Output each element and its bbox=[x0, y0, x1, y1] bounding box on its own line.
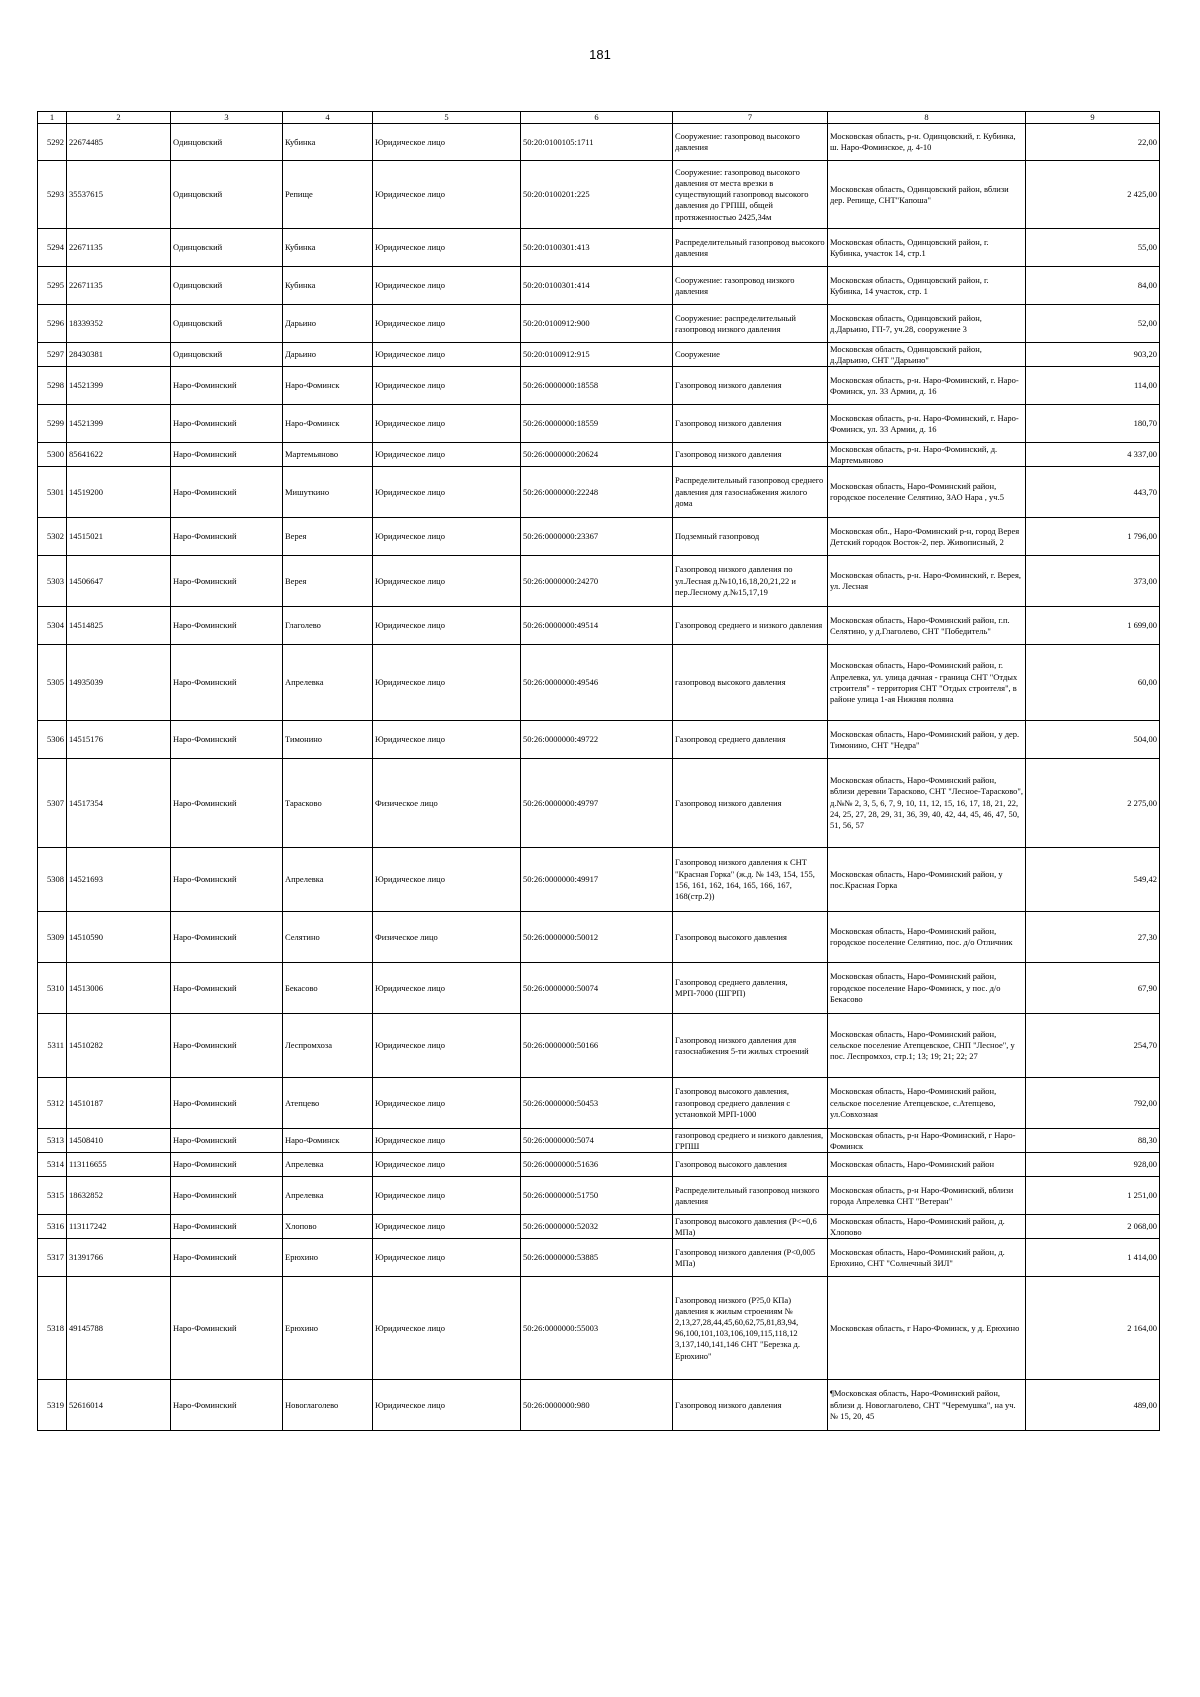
cell-code: 22674485 bbox=[67, 124, 171, 161]
cell-district: Наро-Фоминский bbox=[171, 1380, 283, 1431]
cell-owner: Юридическое лицо bbox=[373, 124, 521, 161]
cell-district: Одинцовский bbox=[171, 229, 283, 267]
cell-district: Наро-Фоминский bbox=[171, 1153, 283, 1177]
cell-object: Сооружение: газопровод высокого давления от места врезки в существующий газопровод высокого давления до ГРПШ, общей протяженностью 2425,34м bbox=[673, 161, 828, 229]
cell-address: Московская область, Наро-Фоминский район, сельское поселение Атепцевское, с.Атепцево, ул.Совхозная bbox=[828, 1078, 1026, 1129]
cell-value: 55,00 bbox=[1026, 229, 1160, 267]
cell-code: 35537615 bbox=[67, 161, 171, 229]
cell-locality: Леспромхоза bbox=[283, 1014, 373, 1078]
table-row bbox=[38, 1014, 1160, 1078]
cell-value: 52,00 bbox=[1026, 305, 1160, 343]
cell-address: Московская область, Наро-Фоминский район, городское поселение Наро-Фоминск, у пос. д/о Бекасово bbox=[828, 963, 1026, 1014]
cell-value: 22,00 bbox=[1026, 124, 1160, 161]
table-row bbox=[38, 963, 1160, 1014]
cell-code: 14521399 bbox=[67, 367, 171, 405]
cell-n: 5310 bbox=[38, 963, 67, 1014]
cell-owner: Юридическое лицо bbox=[373, 267, 521, 305]
column-header: 8 bbox=[828, 112, 1026, 124]
cell-object: Газопровод высокого давления bbox=[673, 912, 828, 963]
cell-cadastral: 50:26:0000000:50453 bbox=[521, 1078, 673, 1129]
cell-address: Московская область, Одинцовский район, д.Дарьино, СНТ "Дарьино" bbox=[828, 343, 1026, 367]
table-body bbox=[38, 124, 1160, 1431]
cell-locality: Верея bbox=[283, 556, 373, 607]
cell-code: 28430381 bbox=[67, 343, 171, 367]
cell-locality: Апрелевка bbox=[283, 1177, 373, 1215]
cell-object: Газопровод высокого давления, газопровод среднего давления с установкой МРП-1000 bbox=[673, 1078, 828, 1129]
cell-value: 180,70 bbox=[1026, 405, 1160, 443]
cell-object: Сооружение: газопровод низкого давления bbox=[673, 267, 828, 305]
cell-address: Московская область, р-н Наро-Фоминский, г Наро-Фоминск bbox=[828, 1129, 1026, 1153]
cell-address: Московская область, р-н. Наро-Фоминский, д. Мартемьяново bbox=[828, 443, 1026, 467]
cell-district: Наро-Фоминский bbox=[171, 467, 283, 518]
cell-value: 2 425,00 bbox=[1026, 161, 1160, 229]
cell-owner: Юридическое лицо bbox=[373, 443, 521, 467]
cell-object: Газопровод среднего давления, МРП-7000 (ШГРП) bbox=[673, 963, 828, 1014]
cell-n: 5317 bbox=[38, 1239, 67, 1277]
table-row bbox=[38, 1177, 1160, 1215]
table-row bbox=[38, 1380, 1160, 1431]
cell-n: 5302 bbox=[38, 518, 67, 556]
cell-address: Московская область, р-н. Наро-Фоминский, г. Наро-Фоминск, ул. 33 Армии, д. 16 bbox=[828, 405, 1026, 443]
cell-district: Наро-Фоминский bbox=[171, 1177, 283, 1215]
cell-object: Газопровод низкого (Р?5,0 КПа) давления к жилым строениям № 2,13,27,28,44,45,60,62,75,81,83,94, 96,100,101,103,106,109,115,118,12 3,137,140,141,146 СНТ "Березка д. Ерюхино" bbox=[673, 1277, 828, 1380]
cell-n: 5315 bbox=[38, 1177, 67, 1215]
cell-district: Одинцовский bbox=[171, 161, 283, 229]
cell-district: Наро-Фоминский bbox=[171, 443, 283, 467]
cell-owner: Юридическое лицо bbox=[373, 1014, 521, 1078]
table-row bbox=[38, 124, 1160, 161]
table-row bbox=[38, 912, 1160, 963]
column-header: 3 bbox=[171, 112, 283, 124]
cell-cadastral: 50:26:0000000:49546 bbox=[521, 645, 673, 721]
column-number-row bbox=[38, 112, 1160, 124]
cell-address: Московская область, Наро-Фоминский район, г.п. Селятино, у д.Глаголево, СНТ "Победитель" bbox=[828, 607, 1026, 645]
cell-cadastral: 50:26:0000000:5074 bbox=[521, 1129, 673, 1153]
cell-owner: Юридическое лицо bbox=[373, 556, 521, 607]
cell-address: Московская область, Одинцовский район, д.Дарьино, ГП-7, уч.28, сооружение 3 bbox=[828, 305, 1026, 343]
cell-value: 928,00 bbox=[1026, 1153, 1160, 1177]
cell-locality: Кубинка bbox=[283, 124, 373, 161]
cell-value: 67,90 bbox=[1026, 963, 1160, 1014]
cell-n: 5304 bbox=[38, 607, 67, 645]
cell-code: 113117242 bbox=[67, 1215, 171, 1239]
cell-n: 5293 bbox=[38, 161, 67, 229]
cell-value: 549,42 bbox=[1026, 848, 1160, 912]
cell-owner: Юридическое лицо bbox=[373, 518, 521, 556]
cell-locality: Ерюхино bbox=[283, 1277, 373, 1380]
table-row bbox=[38, 1078, 1160, 1129]
table-row bbox=[38, 1129, 1160, 1153]
cell-district: Одинцовский bbox=[171, 267, 283, 305]
cell-district: Наро-Фоминский bbox=[171, 518, 283, 556]
cell-district: Наро-Фоминский bbox=[171, 912, 283, 963]
cell-locality: Дарьино bbox=[283, 343, 373, 367]
cell-district: Наро-Фоминский bbox=[171, 1277, 283, 1380]
cell-object: Газопровод низкого давления к СНТ "Красная Горка" (ж.д. № 143, 154, 155, 156, 161, 162, 164, 165, 166, 167, 168(стр.2)) bbox=[673, 848, 828, 912]
cell-owner: Юридическое лицо bbox=[373, 229, 521, 267]
cell-owner: Юридическое лицо bbox=[373, 721, 521, 759]
cell-district: Наро-Фоминский bbox=[171, 405, 283, 443]
cell-code: 14506647 bbox=[67, 556, 171, 607]
cell-locality: Новоглаголево bbox=[283, 1380, 373, 1431]
cell-owner: Юридическое лицо bbox=[373, 161, 521, 229]
cell-n: 5312 bbox=[38, 1078, 67, 1129]
cell-district: Одинцовский bbox=[171, 343, 283, 367]
cell-locality: Атепцево bbox=[283, 1078, 373, 1129]
cell-code: 14513006 bbox=[67, 963, 171, 1014]
cell-n: 5295 bbox=[38, 267, 67, 305]
cell-address: Московская область, Наро-Фоминский район bbox=[828, 1153, 1026, 1177]
cell-address: Московская область, Наро-Фоминский район, д. Ерюхино, СНТ "Солнечный ЗИЛ" bbox=[828, 1239, 1026, 1277]
cell-district: Наро-Фоминский bbox=[171, 556, 283, 607]
table-row bbox=[38, 518, 1160, 556]
cell-object: Газопровод высокого давления bbox=[673, 1153, 828, 1177]
cell-n: 5301 bbox=[38, 467, 67, 518]
cell-value: 60,00 bbox=[1026, 645, 1160, 721]
cell-code: 49145788 bbox=[67, 1277, 171, 1380]
cell-object: Распределительный газопровод высокого давления bbox=[673, 229, 828, 267]
cell-n: 5313 bbox=[38, 1129, 67, 1153]
table-row bbox=[38, 759, 1160, 848]
cell-n: 5300 bbox=[38, 443, 67, 467]
cell-locality: Наро-Фоминск bbox=[283, 1129, 373, 1153]
cell-value: 443,70 bbox=[1026, 467, 1160, 518]
cell-cadastral: 50:26:0000000:50166 bbox=[521, 1014, 673, 1078]
cell-object: Газопровод высокого давления (Р<=0,6 МПа) bbox=[673, 1215, 828, 1239]
cell-code: 52616014 bbox=[67, 1380, 171, 1431]
cell-district: Наро-Фоминский bbox=[171, 1215, 283, 1239]
cell-n: 5316 bbox=[38, 1215, 67, 1239]
cell-locality: Наро-Фоминск bbox=[283, 367, 373, 405]
cell-owner: Юридическое лицо bbox=[373, 607, 521, 645]
cell-owner: Юридическое лицо bbox=[373, 963, 521, 1014]
cell-n: 5306 bbox=[38, 721, 67, 759]
cell-code: 14510282 bbox=[67, 1014, 171, 1078]
cell-cadastral: 50:26:0000000:51636 bbox=[521, 1153, 673, 1177]
cell-n: 5311 bbox=[38, 1014, 67, 1078]
cell-n: 5298 bbox=[38, 367, 67, 405]
cell-n: 5319 bbox=[38, 1380, 67, 1431]
cell-n: 5308 bbox=[38, 848, 67, 912]
cell-locality: Мишуткино bbox=[283, 467, 373, 518]
cell-value: 4 337,00 bbox=[1026, 443, 1160, 467]
cell-code: 14521399 bbox=[67, 405, 171, 443]
cell-n: 5318 bbox=[38, 1277, 67, 1380]
cell-locality: Кубинка bbox=[283, 267, 373, 305]
cell-district: Наро-Фоминский bbox=[171, 1129, 283, 1153]
cell-address: Московская область, Наро-Фоминский район, вблизи деревни Тарасково, СНТ "Лесное-Тарасково", д.№№ 2, 3, 5, 6, 7, 9, 10, 11, 12, 15, 16, 17, 18, 21, 22, 24, 25, 27, 28, 29, 31, 36, 39, 40, 42, 44, 45, 46, 47, 50, 51, 56, 57 bbox=[828, 759, 1026, 848]
cell-locality: Хлопово bbox=[283, 1215, 373, 1239]
cell-object: Сооружение bbox=[673, 343, 828, 367]
cell-locality: Бекасово bbox=[283, 963, 373, 1014]
cell-code: 14514825 bbox=[67, 607, 171, 645]
cell-address: Московская область, Наро-Фоминский район, у дер. Тимонино, СНТ "Недра" bbox=[828, 721, 1026, 759]
cell-locality: Глаголево bbox=[283, 607, 373, 645]
cell-n: 5299 bbox=[38, 405, 67, 443]
column-header: 1 bbox=[38, 112, 67, 124]
cell-cadastral: 50:20:0100912:915 bbox=[521, 343, 673, 367]
cell-code: 14515021 bbox=[67, 518, 171, 556]
cell-owner: Юридическое лицо bbox=[373, 405, 521, 443]
cell-district: Наро-Фоминский bbox=[171, 759, 283, 848]
cell-owner: Юридическое лицо bbox=[373, 645, 521, 721]
cell-locality: Тимонино bbox=[283, 721, 373, 759]
cell-address: Московская область, Одинцовский район, вблизи дер. Репище, СНТ"Капоша" bbox=[828, 161, 1026, 229]
cell-cadastral: 50:26:0000000:49722 bbox=[521, 721, 673, 759]
cell-locality: Апрелевка bbox=[283, 848, 373, 912]
table-row bbox=[38, 367, 1160, 405]
cell-owner: Юридическое лицо bbox=[373, 1177, 521, 1215]
cell-district: Наро-Фоминский bbox=[171, 1014, 283, 1078]
cell-cadastral: 50:26:0000000:50074 bbox=[521, 963, 673, 1014]
cell-object: Газопровод низкого давления (Р<0,005 МПа) bbox=[673, 1239, 828, 1277]
cell-value: 2 275,00 bbox=[1026, 759, 1160, 848]
cell-value: 504,00 bbox=[1026, 721, 1160, 759]
column-header: 5 bbox=[373, 112, 521, 124]
cell-code: 18339352 bbox=[67, 305, 171, 343]
cell-n: 5303 bbox=[38, 556, 67, 607]
cell-owner: Юридическое лицо bbox=[373, 1153, 521, 1177]
cell-address: Московская область, Наро-Фоминский район, городское поселение Селятино, пос. д/о Отличник bbox=[828, 912, 1026, 963]
cell-owner: Юридическое лицо bbox=[373, 1215, 521, 1239]
cell-address: Московская область, р-н. Наро-Фоминский, г. Верея, ул. Лесная bbox=[828, 556, 1026, 607]
cell-code: 22671135 bbox=[67, 267, 171, 305]
cell-n: 5305 bbox=[38, 645, 67, 721]
cell-address: Московская область, г Наро-Фоминск, у д. Ерюхино bbox=[828, 1277, 1026, 1380]
cell-value: 903,20 bbox=[1026, 343, 1160, 367]
cell-value: 2 164,00 bbox=[1026, 1277, 1160, 1380]
cell-cadastral: 50:20:0100301:414 bbox=[521, 267, 673, 305]
cell-district: Наро-Фоминский bbox=[171, 1239, 283, 1277]
cell-object: газопровод среднего и низкого давления, ГРПШ bbox=[673, 1129, 828, 1153]
cell-cadastral: 50:20:0100201:225 bbox=[521, 161, 673, 229]
cell-value: 27,30 bbox=[1026, 912, 1160, 963]
cell-cadastral: 50:26:0000000:49797 bbox=[521, 759, 673, 848]
table-row bbox=[38, 1277, 1160, 1380]
table-row bbox=[38, 267, 1160, 305]
table-row bbox=[38, 1239, 1160, 1277]
cell-cadastral: 50:20:0100912:900 bbox=[521, 305, 673, 343]
cell-cadastral: 50:26:0000000:49917 bbox=[521, 848, 673, 912]
cell-owner: Физическое лицо bbox=[373, 912, 521, 963]
cell-address: Московская область, Наро-Фоминский район, у пос.Красная Горка bbox=[828, 848, 1026, 912]
table-row bbox=[38, 721, 1160, 759]
cell-code: 85641622 bbox=[67, 443, 171, 467]
cell-value: 254,70 bbox=[1026, 1014, 1160, 1078]
cell-address: Московская область, Наро-Фоминский район, г. Апрелевка, ул. улица дачная - граница СНТ "Отдых строителя" - территория СНТ "Отдых строителя", в районе улица 1-ая Нижняя поляна bbox=[828, 645, 1026, 721]
cell-locality: Наро-Фоминск bbox=[283, 405, 373, 443]
cell-cadastral: 50:26:0000000:49514 bbox=[521, 607, 673, 645]
cell-cadastral: 50:26:0000000:18559 bbox=[521, 405, 673, 443]
cell-object: Газопровод низкого давления bbox=[673, 759, 828, 848]
cell-code: 18632852 bbox=[67, 1177, 171, 1215]
cell-district: Наро-Фоминский bbox=[171, 645, 283, 721]
cell-n: 5307 bbox=[38, 759, 67, 848]
cell-code: 14515176 bbox=[67, 721, 171, 759]
cell-owner: Юридическое лицо bbox=[373, 1239, 521, 1277]
cell-n: 5292 bbox=[38, 124, 67, 161]
cell-value: 1 251,00 bbox=[1026, 1177, 1160, 1215]
cell-value: 84,00 bbox=[1026, 267, 1160, 305]
cell-locality: Ерюхино bbox=[283, 1239, 373, 1277]
cell-value: 1 699,00 bbox=[1026, 607, 1160, 645]
cell-object: Газопровод низкого давления bbox=[673, 405, 828, 443]
cell-address: Московская область, р-н. Одинцовский, г. Кубинка, ш. Наро-Фоминское, д. 4-10 bbox=[828, 124, 1026, 161]
cell-value: 792,00 bbox=[1026, 1078, 1160, 1129]
column-header: 7 bbox=[673, 112, 828, 124]
column-header: 9 bbox=[1026, 112, 1160, 124]
cell-district: Наро-Фоминский bbox=[171, 721, 283, 759]
cell-cadastral: 50:26:0000000:51750 bbox=[521, 1177, 673, 1215]
cell-locality: Дарьино bbox=[283, 305, 373, 343]
table-row bbox=[38, 229, 1160, 267]
column-header: 4 bbox=[283, 112, 373, 124]
cell-owner: Юридическое лицо bbox=[373, 367, 521, 405]
cell-cadastral: 50:26:0000000:52032 bbox=[521, 1215, 673, 1239]
cell-district: Наро-Фоминский bbox=[171, 848, 283, 912]
cell-value: 1 796,00 bbox=[1026, 518, 1160, 556]
cell-address: Московская область, Одинцовский район, г. Кубинка, 14 участок, стр. 1 bbox=[828, 267, 1026, 305]
cell-locality: Апрелевка bbox=[283, 645, 373, 721]
cell-object: Газопровод низкого давления bbox=[673, 367, 828, 405]
cell-value: 2 068,00 bbox=[1026, 1215, 1160, 1239]
cell-code: 22671135 bbox=[67, 229, 171, 267]
table-row bbox=[38, 848, 1160, 912]
cell-value: 1 414,00 bbox=[1026, 1239, 1160, 1277]
cell-cadastral: 50:20:0100105:1711 bbox=[521, 124, 673, 161]
cell-code: 14510590 bbox=[67, 912, 171, 963]
table-row bbox=[38, 1153, 1160, 1177]
cell-object: Газопровод низкого давления по ул.Лесная д.№10,16,18,20,21,22 и пер.Лесному д.№15,17,19 bbox=[673, 556, 828, 607]
cell-owner: Юридическое лицо bbox=[373, 848, 521, 912]
cell-cadastral: 50:20:0100301:413 bbox=[521, 229, 673, 267]
table-row bbox=[38, 405, 1160, 443]
cell-district: Наро-Фоминский bbox=[171, 963, 283, 1014]
cell-district: Одинцовский bbox=[171, 305, 283, 343]
cell-object: Распределительный газопровод среднего давления для газоснабжения жилого дома bbox=[673, 467, 828, 518]
cell-object: Газопровод низкого давления bbox=[673, 1380, 828, 1431]
column-header: 2 bbox=[67, 112, 171, 124]
table-row bbox=[38, 467, 1160, 518]
cell-n: 5314 bbox=[38, 1153, 67, 1177]
page-number: 181 bbox=[589, 47, 611, 62]
cell-code: 14508410 bbox=[67, 1129, 171, 1153]
cell-code: 113116655 bbox=[67, 1153, 171, 1177]
cell-address: Московская область, Одинцовский район, г. Кубинка, участок 14, стр.1 bbox=[828, 229, 1026, 267]
cell-value: 489,00 bbox=[1026, 1380, 1160, 1431]
cell-object: Газопровод среднего и низкого давления bbox=[673, 607, 828, 645]
cell-n: 5297 bbox=[38, 343, 67, 367]
cell-address: Московская область, Наро-Фоминский район, сельское поселение Атепцевское, СНП "Лесное", у пос. Леспромхоз, стр.1; 13; 19; 21; 22; 27 bbox=[828, 1014, 1026, 1078]
cell-address: Московская область, Наро-Фоминский район, д. Хлопово bbox=[828, 1215, 1026, 1239]
cell-locality: Селятино bbox=[283, 912, 373, 963]
cell-cadastral: 50:26:0000000:55003 bbox=[521, 1277, 673, 1380]
cell-code: 14519200 bbox=[67, 467, 171, 518]
column-header: 6 bbox=[521, 112, 673, 124]
cell-owner: Юридическое лицо bbox=[373, 343, 521, 367]
cell-owner: Юридическое лицо bbox=[373, 1129, 521, 1153]
table-row bbox=[38, 161, 1160, 229]
table-row bbox=[38, 343, 1160, 367]
register-table bbox=[37, 111, 1160, 1431]
cell-cadastral: 50:26:0000000:24270 bbox=[521, 556, 673, 607]
cell-object: Сооружение: газопровод высокого давления bbox=[673, 124, 828, 161]
cell-code: 14510187 bbox=[67, 1078, 171, 1129]
table-row bbox=[38, 556, 1160, 607]
cell-cadastral: 50:26:0000000:980 bbox=[521, 1380, 673, 1431]
cell-address: Московская область, р-н Наро-Фоминский, вблизи города Апрелевка СНТ "Ветеран" bbox=[828, 1177, 1026, 1215]
cell-object: Газопровод низкого давления bbox=[673, 443, 828, 467]
cell-locality: Верея bbox=[283, 518, 373, 556]
cell-n: 5296 bbox=[38, 305, 67, 343]
cell-cadastral: 50:26:0000000:23367 bbox=[521, 518, 673, 556]
cell-cadastral: 50:26:0000000:22248 bbox=[521, 467, 673, 518]
cell-locality: Тарасково bbox=[283, 759, 373, 848]
cell-locality: Репище bbox=[283, 161, 373, 229]
cell-value: 114,00 bbox=[1026, 367, 1160, 405]
cell-n: 5294 bbox=[38, 229, 67, 267]
cell-object: газопровод высокого давления bbox=[673, 645, 828, 721]
cell-owner: Юридическое лицо bbox=[373, 305, 521, 343]
cell-address: Московская область, р-н. Наро-Фоминский, г. Наро-Фоминск, ул. 33 Армии, д. 16 bbox=[828, 367, 1026, 405]
cell-code: 31391766 bbox=[67, 1239, 171, 1277]
table-row bbox=[38, 1215, 1160, 1239]
table-row bbox=[38, 645, 1160, 721]
cell-object: Подземный газопровод bbox=[673, 518, 828, 556]
cell-locality: Мартемьяново bbox=[283, 443, 373, 467]
table-row bbox=[38, 305, 1160, 343]
cell-address: Московская обл., Наро-Фоминский р-н, город Верея Детский городок Восток-2, пер. Живописный, 2 bbox=[828, 518, 1026, 556]
cell-object: Газопровод низкого давления для газоснабжения 5-ти жилых строений bbox=[673, 1014, 828, 1078]
cell-cadastral: 50:26:0000000:53885 bbox=[521, 1239, 673, 1277]
cell-owner: Юридическое лицо bbox=[373, 1380, 521, 1431]
cell-address: ¶Московская область, Наро-Фоминский район, вблизи д. Новоглаголево, СНТ "Черемушка", на уч. № 15, 20, 45 bbox=[828, 1380, 1026, 1431]
cell-code: 14935039 bbox=[67, 645, 171, 721]
cell-locality: Кубинка bbox=[283, 229, 373, 267]
cell-cadastral: 50:26:0000000:50012 bbox=[521, 912, 673, 963]
cell-owner: Юридическое лицо bbox=[373, 467, 521, 518]
cell-district: Одинцовский bbox=[171, 124, 283, 161]
cell-object: Распределительный газопровод низкого давления bbox=[673, 1177, 828, 1215]
cell-address: Московская область, Наро-Фоминский район, городское поселение Селятино, ЗАО Нара , уч.5 bbox=[828, 467, 1026, 518]
cell-value: 373,00 bbox=[1026, 556, 1160, 607]
cell-code: 14521693 bbox=[67, 848, 171, 912]
cell-object: Газопровод среднего давления bbox=[673, 721, 828, 759]
cell-district: Наро-Фоминский bbox=[171, 607, 283, 645]
cell-district: Наро-Фоминский bbox=[171, 367, 283, 405]
cell-cadastral: 50:26:0000000:20624 bbox=[521, 443, 673, 467]
cell-object: Сооружение: распределительный газопровод низкого давления bbox=[673, 305, 828, 343]
cell-locality: Апрелевка bbox=[283, 1153, 373, 1177]
cell-owner: Юридическое лицо bbox=[373, 1078, 521, 1129]
cell-cadastral: 50:26:0000000:18558 bbox=[521, 367, 673, 405]
table-row bbox=[38, 443, 1160, 467]
table-row bbox=[38, 607, 1160, 645]
cell-value: 88,30 bbox=[1026, 1129, 1160, 1153]
cell-owner: Физическое лицо bbox=[373, 759, 521, 848]
cell-n: 5309 bbox=[38, 912, 67, 963]
cell-code: 14517354 bbox=[67, 759, 171, 848]
cell-owner: Юридическое лицо bbox=[373, 1277, 521, 1380]
cell-district: Наро-Фоминский bbox=[171, 1078, 283, 1129]
